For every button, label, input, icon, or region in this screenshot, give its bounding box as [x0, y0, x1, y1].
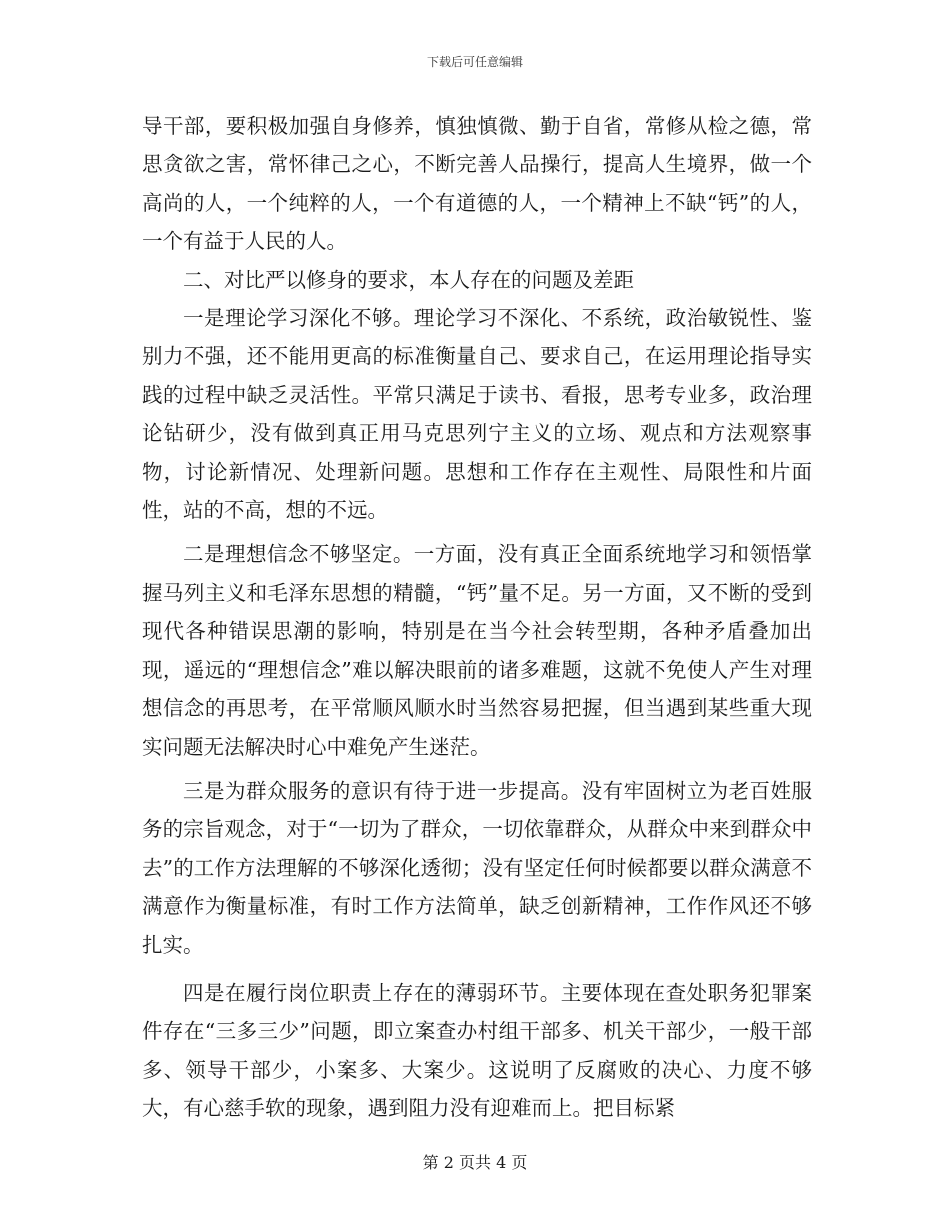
document-body — [142, 107, 812, 1128]
section-heading: 二、对比严以修身的要求，本人存在的问题及差距 — [183, 267, 634, 292]
paragraph-mass-service: 三是为群众服务的意识有待于进一步提高。没有牢固树立为老百姓服务的宗旨观念，对于“一切为了群众，一切依靠群众，从群众中来到群众中去”的工作方法理解的不够深化透彻；没有坚定任何时候都要以群众满意不满意作为衡量标准，有时工作方法简单，缺乏创新精神，工作作风还不够扎实。 — [142, 778, 812, 957]
page-header: 下载后可任意编辑 — [426, 55, 523, 69]
paragraph-continuation: 导干部，要积极加强自身修养，慎独慎微、勤于自省，常修从检之德，常思贪欲之害，常怀律己之心，不断完善人品操行，提高人生境界，做一个高尚的人，一个纯粹的人，一个有道德的人，一个精神上不缺“钙”的人，一个有益于人民的人。 — [142, 114, 812, 254]
page-footer: 第 2 页共 4 页 — [422, 1153, 528, 1172]
paragraph-job-duties: 四是在履行岗位职责上存在的薄弱环节。主要体现在查处职务犯罪案件存在“三多三少”问题，即立案查办村组干部多、机关干部少，一般干部多、领导干部少，小案多、大案少。这说明了反腐败的决心、力度不够大，有心慈手软的现象，遇到阻力没有迎难而上。把目标紧 — [142, 980, 812, 1121]
paragraph-theory-study: 一是理论学习深化不够。理论学习不深化、不系统，政治敏锐性、鉴别力不强，还不能用更高的标准衡量自己、要求自己，在运用理论指导实践的过程中缺乏灵活性。平常只满足于读书、看报，思考专业多，政治理论钻研少，没有做到真正用马克思列宁主义的立场、观点和方法观察事物，讨论新情况、处理新问题。思想和工作存在主观性、局限性和片面性，站的不高，想的不远。 — [142, 306, 812, 523]
paragraph-ideals-belief: 二是理想信念不够坚定。一方面，没有真正全面系统地学习和领悟掌握马列主义和毛泽东思想的精髓，“钙”量不足。另一方面，又不断的受到现代各种错误思潮的影响，特别是在当今社会转型期，各种矛盾叠加出现，遥远的“理想信念”难以解决眼前的诸多难题，这就不免使人产生对理想信念的再思考，在平常顺风顺水时当然容易把握，但当遇到某些重大现实问题无法解决时心中难免产生迷茫。 — [142, 542, 812, 759]
